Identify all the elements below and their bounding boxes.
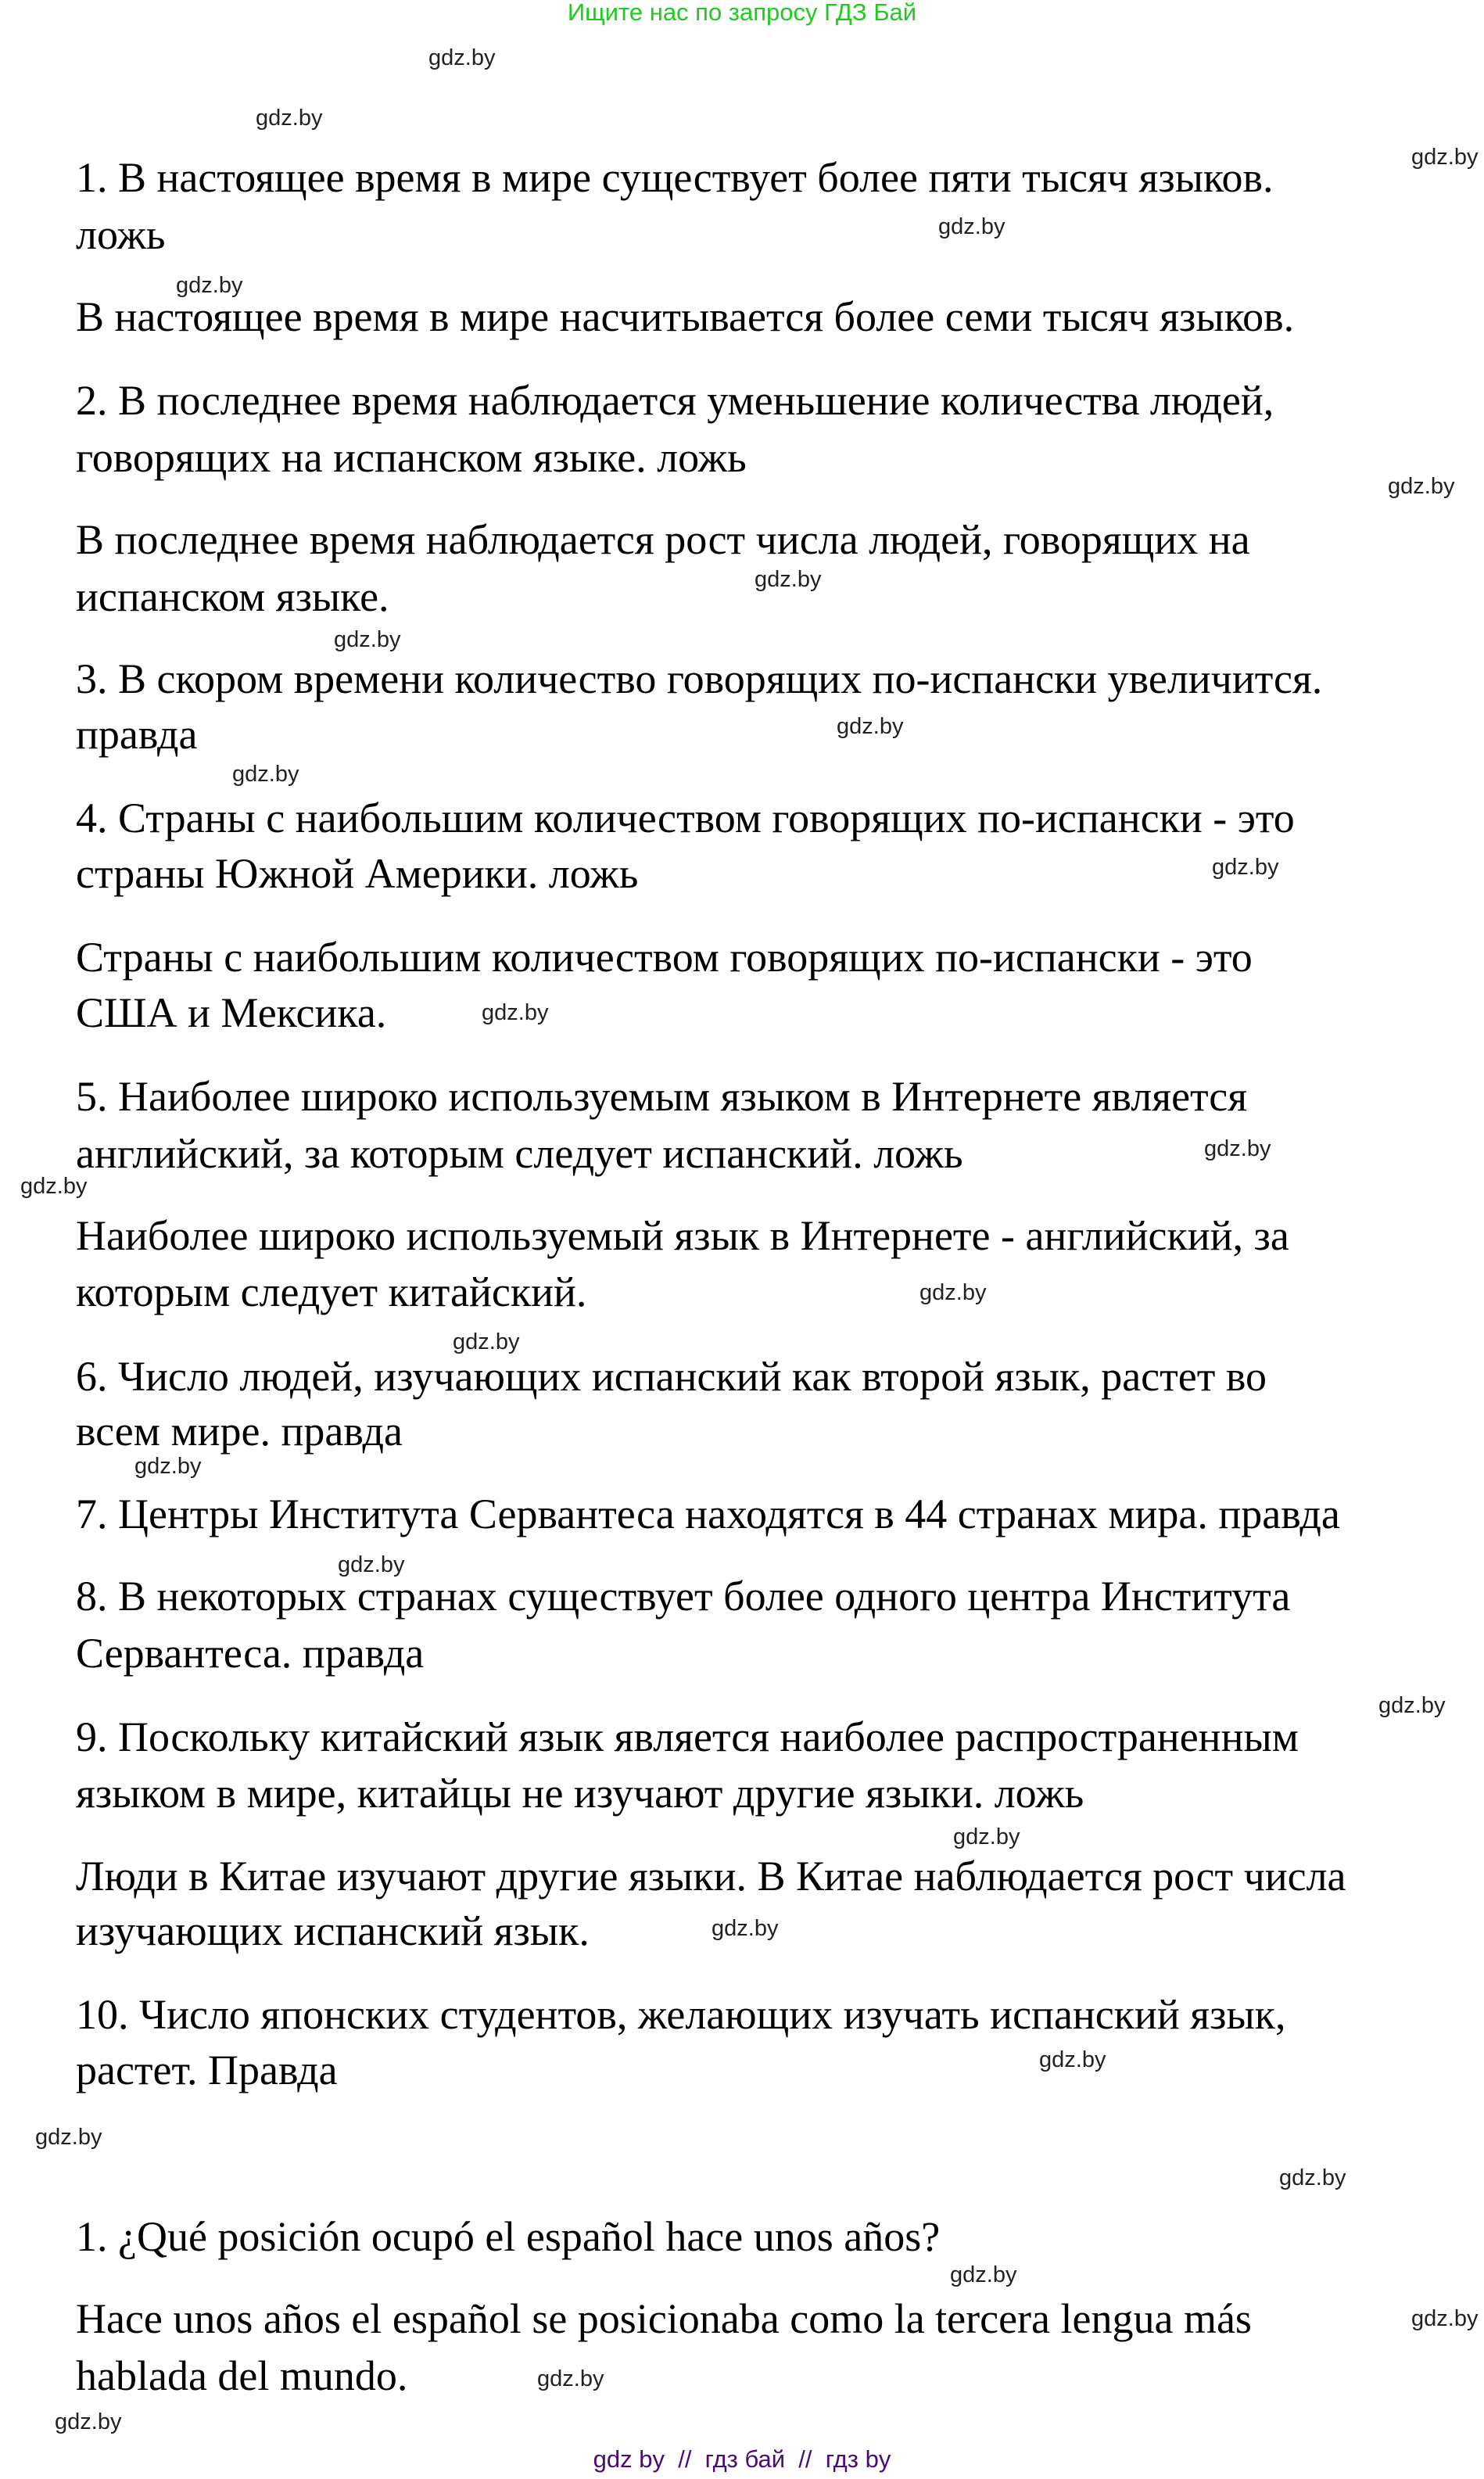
item-6-statement-cont: всем мире. правда bbox=[76, 1408, 403, 1455]
watermark: gdz.by bbox=[1411, 145, 1479, 170]
watermark: gdz.by bbox=[919, 1280, 987, 1305]
watermark: gdz.by bbox=[755, 567, 822, 592]
watermark: gdz.by bbox=[232, 762, 299, 787]
watermark: gdz.by bbox=[1279, 2165, 1346, 2190]
item-1-correction: В настоящее время в мире насчитывается более семи тысяч языков. bbox=[76, 293, 1295, 340]
item-1-verdict: ложь bbox=[76, 211, 166, 258]
watermark: gdz.by bbox=[537, 2366, 604, 2391]
item-3-verdict: правда bbox=[76, 711, 198, 758]
item-4-statement-cont: страны Южной Америки. ложь bbox=[76, 850, 639, 897]
watermark: gdz.by bbox=[1388, 474, 1455, 499]
item-7-statement: 7. Центры Института Сервантеса находятся в 44 странах мира. правда bbox=[76, 1491, 1340, 1537]
item-5-statement-cont: английский, за которым следует испанский. ложь bbox=[76, 1130, 963, 1177]
item-6-statement: 6. Число людей, изучающих испанский как второй язык, растет во bbox=[76, 1353, 1267, 1400]
item-9-statement-cont: языком в мире, китайцы не изучают другие языки. ложь bbox=[76, 1770, 1084, 1817]
item-10-statement-cont: растет. Правда bbox=[76, 2047, 338, 2093]
watermark: gdz.by bbox=[55, 2409, 122, 2434]
watermark: gdz.by bbox=[1212, 855, 1279, 880]
item-2-correction: В последнее время наблюдается рост числа людей, говорящих на bbox=[76, 516, 1250, 563]
watermark: gdz.by bbox=[428, 45, 496, 70]
watermark: gdz.by bbox=[953, 1824, 1020, 1849]
watermark: gdz.by bbox=[1378, 1693, 1446, 1718]
watermark: gdz.by bbox=[20, 1174, 88, 1199]
watermark: gdz.by bbox=[453, 1329, 520, 1354]
item-3-statement: 3. В скором времени количество говорящих по-испански увеличится. bbox=[76, 655, 1323, 702]
watermark: gdz.by bbox=[176, 273, 243, 298]
item-5-correction: Наиболее широко используемый язык в Интернете - английский, за bbox=[76, 1212, 1289, 1259]
footer-links[interactable]: gdz by // гдз бай // гдз by bbox=[593, 2445, 891, 2473]
item-2-statement: 2. В последнее время наблюдается уменьшение количества людей, bbox=[76, 377, 1274, 424]
item-8-statement-cont: Сервантеса. правда bbox=[76, 1630, 425, 1677]
es-question-1: 1. ¿Qué posición ocupó el español hace unos años? bbox=[76, 2213, 941, 2260]
watermark: gdz.by bbox=[35, 2125, 102, 2150]
watermark: gdz.by bbox=[1411, 2306, 1479, 2331]
item-4-statement: 4. Страны с наибольшим количеством говорящих по-испански - это bbox=[76, 795, 1295, 841]
item-5-correction-cont: которым следует китайский. bbox=[76, 1268, 587, 1315]
es-answer-1: Hace unos años el español se posicionaba como la tercera lengua más bbox=[76, 2295, 1252, 2342]
watermark: gdz.by bbox=[338, 1552, 405, 1577]
item-1-statement: 1. В настоящее время в мире существует более пяти тысяч языков. bbox=[76, 154, 1274, 201]
watermark: gdz.by bbox=[1039, 2047, 1106, 2072]
watermark: gdz.by bbox=[256, 106, 323, 131]
watermark: gdz.by bbox=[1204, 1136, 1271, 1161]
item-5-statement: 5. Наиболее широко используемым языком в Интернете является bbox=[76, 1073, 1248, 1120]
item-4-correction: Страны с наибольшим количеством говорящих по-испански - это bbox=[76, 934, 1253, 981]
watermark: gdz.by bbox=[837, 714, 904, 739]
watermark: gdz.by bbox=[712, 1916, 779, 1941]
watermark: gdz.by bbox=[938, 214, 1005, 239]
promo-header[interactable]: Ищите нас по запросу ГДЗ Бай bbox=[567, 0, 917, 26]
item-2-statement-cont: говорящих на испанском языке. ложь bbox=[76, 434, 747, 481]
item-9-statement: 9. Поскольку китайский язык является наиболее распространенным bbox=[76, 1713, 1299, 1760]
watermark: gdz.by bbox=[334, 627, 401, 652]
item-9-correction-cont: изучающих испанский язык. bbox=[76, 1907, 590, 1954]
watermark: gdz.by bbox=[134, 1454, 202, 1479]
item-4-correction-cont: США и Мексика. bbox=[76, 989, 387, 1036]
item-10-statement: 10. Число японских студентов, желающих изучать испанский язык, bbox=[76, 1991, 1286, 2038]
item-2-correction-cont: испанском языке. bbox=[76, 573, 389, 620]
item-9-correction: Люди в Китае изучают другие языки. В Китае наблюдается рост числа bbox=[76, 1853, 1346, 1900]
es-answer-1-cont: hablada del mundo. bbox=[76, 2352, 408, 2399]
watermark: gdz.by bbox=[482, 1000, 549, 1025]
watermark: gdz.by bbox=[950, 2262, 1017, 2287]
item-8-statement: 8. В некоторых странах существует более одного центра Института bbox=[76, 1573, 1291, 1620]
